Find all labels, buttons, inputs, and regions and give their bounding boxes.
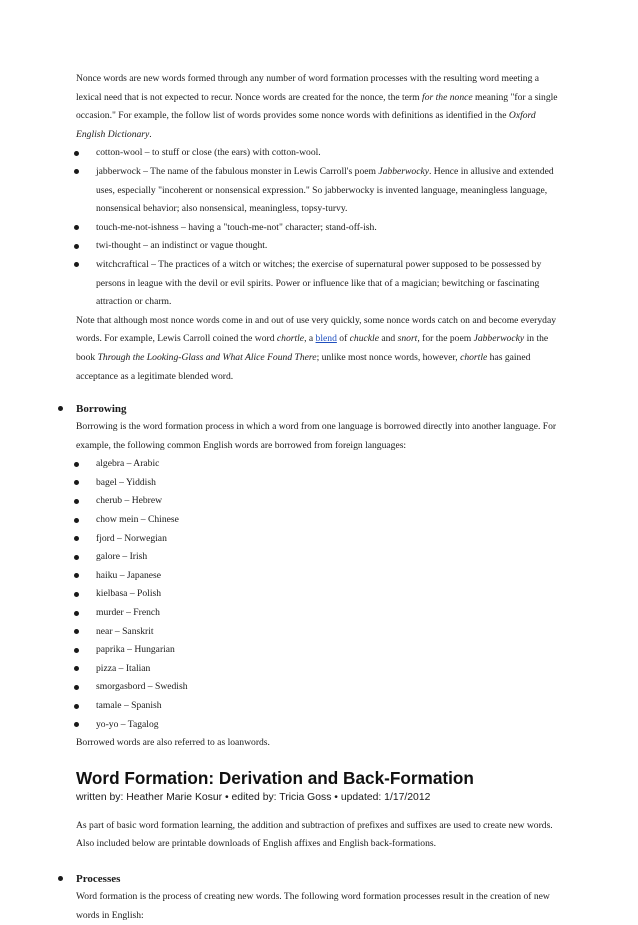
processes-section (76, 870, 566, 925)
list-item: jabberwock – The name of the fabulous monster in Lewis Carroll's poem Jabberwocky. Hence in allusive and extended uses, especially "incoherent or nonsensical expression." So jabberwocky is invented language, meaningless language, nonsensical behavior; also nonsensical, meaningless, topsy-turvy. (76, 163, 566, 219)
list-item: twi-thought – an indistinct or vague thought. (76, 237, 566, 256)
list-item: cotton-wool – to stuff or close (the ears) with cotton-wool. (76, 144, 566, 163)
bullet-icon (74, 151, 79, 156)
bullet-icon (74, 611, 79, 616)
bullet-icon (58, 406, 63, 411)
list-item: chow mein – Chinese (76, 511, 566, 530)
list-item: yo-yo – Tagalog (76, 716, 566, 735)
bullet-icon (74, 722, 79, 727)
bullet-icon (74, 536, 79, 541)
section-description: Word formation is the process of creating new words. The following word formation processes result in the creation of new words in English: (76, 890, 550, 921)
list-item: galore – Irish (76, 548, 566, 567)
intro-italic: for the nonce (422, 91, 473, 103)
list-item: touch-me-not-ishness – having a "touch-me-not" character; stand-off-ish. (76, 219, 566, 238)
bullet-icon (74, 629, 79, 634)
bullet-icon (74, 648, 79, 653)
list-item: smorgasbord – Swedish (76, 678, 566, 697)
bullet-icon (74, 169, 79, 174)
bullet-icon (74, 480, 79, 485)
list-item: bagel – Yiddish (76, 474, 566, 493)
article-title: Word Formation: Derivation and Back-Formation (76, 767, 474, 788)
list-item: near – Sanskrit (76, 623, 566, 642)
nonce-intro-paragraph (76, 70, 566, 144)
article-intro: As part of basic word formation learning, the addition and subtraction of prefixes and suffixes are used to create new words. Also included below are printable downloads of English affixes and English back-formations. (76, 819, 553, 850)
list-item: algebra – Arabic (76, 455, 566, 474)
loanwords-note: Borrowed words are also referred to as loanwords. (76, 737, 270, 749)
intro-text-b: meaning "for a single occasion." For example, the follow list of words provides some nonce words with definitions as identified in the (76, 91, 558, 122)
article-byline: written by: Heather Marie Kosur • edited by: Tricia Goss • updated: 1/17/2012 (76, 791, 431, 803)
intro-end: . (149, 128, 152, 140)
document-page (76, 70, 566, 925)
section-title: Borrowing (76, 403, 127, 416)
borrowing-section (76, 400, 566, 455)
list-item: witchcraftical – The practices of a witch or witches; the exercise of supernatural power supposed to be possessed by persons in league with the devil or evil spirits. Power or influence like that of a magician; bewitching or fascinating attraction or charm. (76, 256, 566, 312)
borrowed-word-list (76, 455, 566, 734)
list-item: paprika – Hungarian (76, 641, 566, 660)
bullet-icon (74, 666, 79, 671)
bullet-icon (58, 876, 63, 881)
nonce-word-list (76, 144, 566, 311)
bullet-icon (74, 499, 79, 504)
list-item: pizza – Italian (76, 660, 566, 679)
bullet-icon (74, 462, 79, 467)
dictionary-name: Oxford English Dictionary (76, 110, 536, 140)
bullet-icon (74, 262, 79, 267)
bullet-icon (74, 573, 79, 578)
section-title: Processes (76, 872, 121, 885)
nonce-note-paragraph: Note that although most nonce words come in and out of use very quickly, some nonce words catch on and become everyday words. For example, Lewis Carroll coined the word chortle, a blend of chuckle and snort, for the poem Jabberwocky in the book Through the Looking-Glass and What Alice Found There; unlike most nonce words, however, chortle has gained acceptance as a legitimate blended word. (76, 314, 556, 382)
bullet-icon (74, 555, 79, 560)
section-description: Borrowing is the word formation process in which a word from one language is borrowed directly into another language. For example, the following common English words are borrowed from foreign languages: (76, 421, 557, 451)
bullet-icon (74, 518, 79, 523)
bullet-icon (74, 225, 79, 230)
list-item: tamale – Spanish (76, 697, 566, 716)
list-item: haiku – Japanese (76, 567, 566, 586)
list-item: cherub – Hebrew (76, 492, 566, 511)
bullet-icon (74, 704, 79, 709)
bullet-icon (74, 592, 79, 597)
list-item: kielbasa – Polish (76, 585, 566, 604)
list-item: fjord – Norwegian (76, 530, 566, 549)
bullet-icon (74, 244, 79, 249)
intro-text: Nonce words are new words formed through any number of word formation processes with the resulting word meeting a lexical need that is not expected to recur. Nonce words are created for the nonce, the term (76, 73, 540, 103)
blend-link[interactable]: blend (315, 333, 337, 345)
list-item: murder – French (76, 604, 566, 623)
bullet-icon (74, 685, 79, 690)
